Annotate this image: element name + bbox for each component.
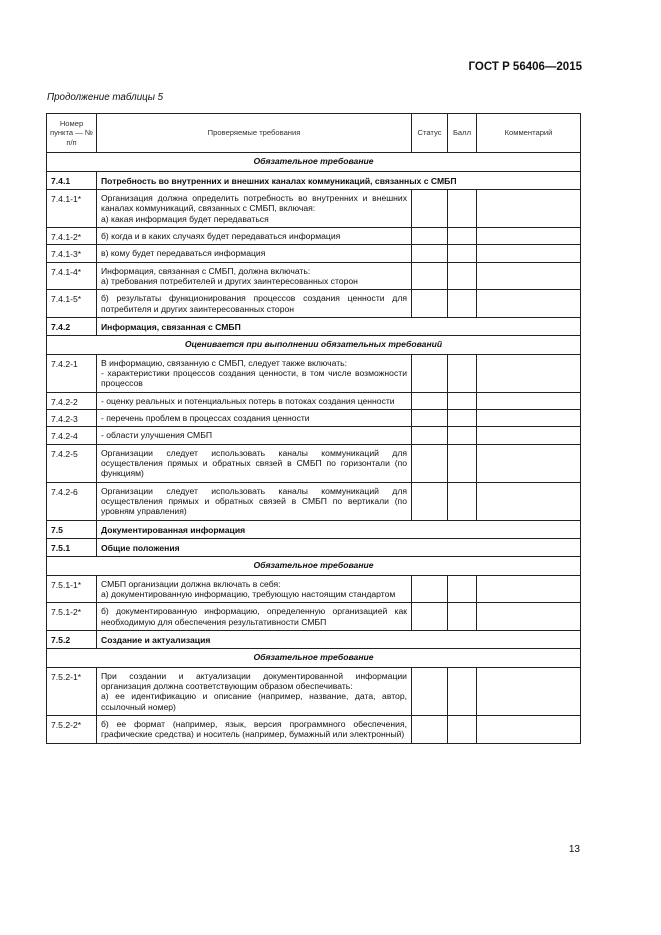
table-row [47,667,581,715]
item-number: 7.4.2-6 [47,482,97,520]
status-cell[interactable] [412,392,448,409]
table-row [47,354,581,392]
section-title: Создание и актуализация [97,630,581,648]
table-row [47,392,581,409]
comment-cell[interactable] [477,603,581,631]
status-cell[interactable] [412,245,448,262]
status-cell[interactable] [412,603,448,631]
status-cell[interactable] [412,354,448,392]
section-number: 7.5 [47,520,97,538]
status-cell[interactable] [412,667,448,715]
status-cell[interactable] [412,227,448,244]
status-cell[interactable] [412,575,448,603]
page-number: 13 [568,844,580,855]
section-title: Документированная информация [97,520,581,538]
score-cell[interactable] [448,227,477,244]
comment-cell[interactable] [477,190,581,228]
comment-cell[interactable] [477,482,581,520]
table-row [47,262,581,290]
requirement-text: б) документированную информацию, определенную организацией как необходимую для обеспечения результативности СМБП [97,603,412,631]
col-number: Номер пункта — № п/п [47,114,97,153]
table-row [47,603,581,631]
section-title: Информация, связанная с СМБП [97,317,581,335]
requirement-text: В информацию, связанную с СМБП, следует также включать: - характеристики процессов создания ценности, в том числе возможности процессов [97,354,412,392]
status-cell[interactable] [412,716,448,744]
item-number: 7.4.1-1* [47,190,97,228]
table-header-row [47,114,581,153]
comment-cell[interactable] [477,575,581,603]
comment-cell[interactable] [477,290,581,318]
comment-cell[interactable] [477,245,581,262]
comment-cell[interactable] [477,410,581,427]
standard-code: ГОСТ Р 56406—2015 [468,61,582,73]
requirement-text: Организации следует использовать каналы коммуникаций для осуществления прямых и обратных связей в СМБП по вертикали (по уровням управления) [97,482,412,520]
score-cell[interactable] [448,444,477,482]
requirement-type-label: Обязательное требование [47,556,581,575]
requirement-type-label: Обязательное требование [47,648,581,667]
score-cell[interactable] [448,667,477,715]
requirement-text: СМБП организации должна включать в себя: а) документированную информацию, требующую настоящим стандартом [97,575,412,603]
requirement-type-row [47,335,581,354]
table-row [47,482,581,520]
requirement-type-label: Оценивается при выполнении обязательных требований [47,335,581,354]
item-number: 7.4.1-5* [47,290,97,318]
score-cell[interactable] [448,575,477,603]
comment-cell[interactable] [477,392,581,409]
status-cell[interactable] [412,427,448,444]
item-number: 7.4.1-2* [47,227,97,244]
col-status: Статус [412,114,448,153]
table-row [47,716,581,744]
requirement-text: При создании и актуализации документированной информации организация должна соответствующим образом обеспечивать: а) ее идентификацию и описание (например, название, дата, автор, ссылочный номер) [97,667,412,715]
comment-cell[interactable] [477,227,581,244]
item-number: 7.4.2-5 [47,444,97,482]
section-number: 7.4.1 [47,172,97,190]
score-cell[interactable] [448,392,477,409]
col-requirements: Проверяемые требования [97,114,412,153]
item-number: 7.4.1-3* [47,245,97,262]
section-title: Общие положения [97,538,581,556]
requirement-text: - области улучшения СМБП [97,427,412,444]
table-row [47,227,581,244]
table-row [47,245,581,262]
item-number: 7.5.2-2* [47,716,97,744]
status-cell[interactable] [412,410,448,427]
item-number: 7.4.2-2 [47,392,97,409]
requirement-type-row [47,648,581,667]
score-cell[interactable] [448,262,477,290]
score-cell[interactable] [448,354,477,392]
requirement-text: в) кому будет передаваться информация [97,245,412,262]
section-row [47,317,581,335]
requirement-text: - оценку реальных и потенциальных потерь в потоках создания ценности [97,392,412,409]
requirement-type-label: Обязательное требование [47,153,581,172]
comment-cell[interactable] [477,667,581,715]
score-cell[interactable] [448,410,477,427]
table-row [47,444,581,482]
col-comments: Комментарий [477,114,581,153]
comment-cell[interactable] [477,354,581,392]
section-title: Потребность во внутренних и внешних каналах коммуникаций, связанных с СМБП [97,172,581,190]
requirement-text: б) ее формат (например, язык, версия программного обеспечения, графические средства) и носитель (например, бумажный или электронный) [97,716,412,744]
requirements-table [46,113,581,744]
item-number: 7.4.2-1 [47,354,97,392]
table-row [47,290,581,318]
table-row [47,575,581,603]
table-row [47,427,581,444]
section-row [47,172,581,190]
item-number: 7.5.1-1* [47,575,97,603]
score-cell[interactable] [448,190,477,228]
section-number: 7.5.2 [47,630,97,648]
section-row [47,538,581,556]
status-cell[interactable] [412,190,448,228]
status-cell[interactable] [412,482,448,520]
status-cell[interactable] [412,290,448,318]
score-cell[interactable] [448,290,477,318]
score-cell[interactable] [448,716,477,744]
section-number: 7.5.1 [47,538,97,556]
requirement-text: - перечень проблем в процессах создания ценности [97,410,412,427]
section-row [47,630,581,648]
table-row [47,410,581,427]
section-row [47,520,581,538]
col-score: Балл [448,114,477,153]
requirement-text: Организация должна определить потребность во внутренних и внешних каналах коммуникаций, связанных с СМБП, включая: а) какая информация будет передаваться [97,190,412,228]
requirement-type-row [47,153,581,172]
comment-cell[interactable] [477,716,581,744]
status-cell[interactable] [412,262,448,290]
comment-cell[interactable] [477,427,581,444]
comment-cell[interactable] [477,262,581,290]
item-number: 7.5.2-1* [47,667,97,715]
requirement-text: Информация, связанная с СМБП, должна включать: а) требования потребителей и других заинтересованных сторон [97,262,412,290]
comment-cell[interactable] [477,444,581,482]
requirement-text: б) результаты функционирования процессов создания ценности для потребителя и других заинтересованных сторон [97,290,412,318]
requirement-text: б) когда и в каких случаях будет передаваться информация [97,227,412,244]
score-cell[interactable] [448,245,477,262]
requirement-type-row [47,556,581,575]
score-cell[interactable] [448,482,477,520]
score-cell[interactable] [448,427,477,444]
requirement-text: Организации следует использовать каналы коммуникаций для осуществления прямых и обратных связей в СМБП по горизонтали (по функциям) [97,444,412,482]
item-number: 7.5.1-2* [47,603,97,631]
table-row [47,190,581,228]
item-number: 7.4.2-4 [47,427,97,444]
status-cell[interactable] [412,444,448,482]
item-number: 7.4.1-4* [47,262,97,290]
score-cell[interactable] [448,603,477,631]
section-number: 7.4.2 [47,317,97,335]
item-number: 7.4.2-3 [47,410,97,427]
table-body [47,153,581,744]
table-caption: Продолжение таблицы 5 [47,92,164,103]
